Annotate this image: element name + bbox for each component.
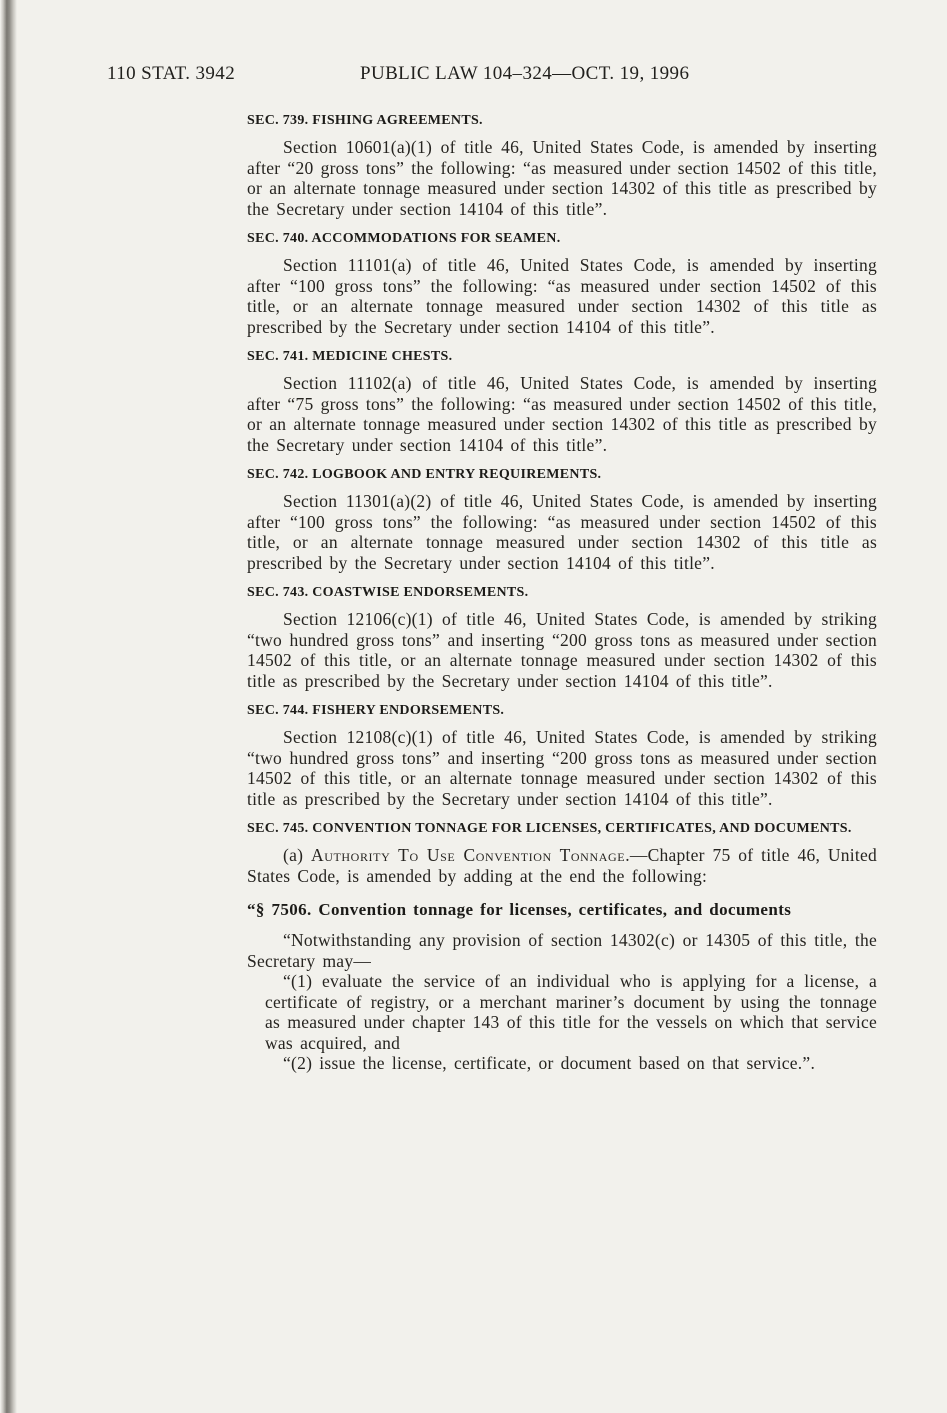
section-heading: SEC. 740. ACCOMMODATIONS FOR SEAMEN.: [247, 231, 561, 246]
stat-page-number: 110 STAT. 3942: [107, 63, 236, 84]
scan-edge-shadow: [0, 0, 17, 1413]
section-744: [247, 703, 877, 809]
section-paragraph: Section 12106(c)(1) of title 46, United States Code, is amended by striking “two hundred gross tons” and inserting “200 gross tons as measured under section 14502 of this title, or an alternate tonnage measured under section 14302 of this title as prescribed by the Secretary under section 14104 of this title”.: [247, 609, 877, 691]
section-paragraph: Section 11301(a)(2) of title 46, United States Code, is amended by inserting after “100 gross tons” the following: “as measured under section 14502 of this title, or an alternate tonnage measured under section 14302 of this title as prescribed by the Secretary under section 14104 of this title”.: [247, 491, 877, 573]
section-742: [247, 467, 877, 573]
quoted-clause-2: “(2) issue the license, certificate, or document based on that service.”.: [283, 1053, 816, 1073]
section-heading: SEC. 744. FISHERY ENDORSEMENTS.: [247, 703, 505, 718]
section-741: [247, 349, 877, 455]
section-heading: SEC. 743. COASTWISE ENDORSEMENTS.: [247, 585, 529, 600]
section-paragraph: Section 11101(a) of title 46, United States Code, is amended by inserting after “100 gross tons” the following: “as measured under section 14502 of this title, or an alternate tonnage measured under section 14302 of this title as prescribed by the Secretary under section 14104 of this title”.: [247, 255, 877, 337]
subsection-a-prefix: (a): [283, 845, 311, 865]
statute-body: [247, 101, 877, 1074]
subsection-a-smallcaps-title: Authority To Use Convention Tonnage: [310, 845, 626, 865]
section-paragraph: Section 11102(a) of title 46, United States Code, is amended by inserting after “75 gross tons” the following: “as measured under section 14502 of this title, or an alternate tonnage measured under section 14302 of this title as prescribed by the Secretary under section 14104 of this title”.: [247, 373, 877, 455]
quoted-intro-paragraph: “Notwithstanding any provision of section 14302(c) or 14305 of this title, the Secretary may—: [247, 930, 877, 971]
section-745: [247, 821, 877, 1074]
section-paragraph: Section 10601(a)(1) of title 46, United States Code, is amended by inserting after “20 gross tons” the following: “as measured under section 14502 of this title, or an alternate tonnage measured under section 14302 of this title as prescribed by the Secretary under section 14104 of this title”.: [247, 137, 877, 219]
section-heading: SEC. 742. LOGBOOK AND ENTRY REQUIREMENTS.: [247, 467, 602, 482]
public-law-title: PUBLIC LAW 104–324—OCT. 19, 1996: [360, 63, 690, 84]
section-743: [247, 585, 877, 691]
section-heading: SEC. 739. FISHING AGREEMENTS.: [247, 113, 483, 128]
section-heading: SEC. 741. MEDICINE CHESTS.: [247, 349, 453, 364]
quoted-clause-1: “(1) evaluate the service of an individual who is applying for a license, a certificate of registry, or a merchant mariner’s document by using the tonnage as measured under chapter 143 of this title for the vessels on which that service was acquired, and: [265, 971, 877, 1053]
section-paragraph: Section 12108(c)(1) of title 46, United States Code, is amended by striking “two hundred gross tons” and inserting “200 gross tons as measured under section 14502 of this title, or an alternate tonnage measured under section 14302 of this title as prescribed by the Secretary under section 14104 of this title”.: [247, 727, 877, 809]
section-739: [247, 113, 877, 219]
subsection-a-text: .—Chapter 75 of title 46, United States Code, is amended by adding at the end the following:: [247, 845, 877, 886]
section-heading: SEC. 745. CONVENTION TONNAGE FOR LICENSES, CERTIFICATES, AND DOCUMENTS.: [247, 821, 852, 836]
quoted-section-7506-heading: “§ 7506. Convention tonnage for licenses, certificates, and documents: [247, 900, 792, 919]
subsection-a-paragraph: [247, 845, 877, 886]
section-740: [247, 231, 877, 337]
